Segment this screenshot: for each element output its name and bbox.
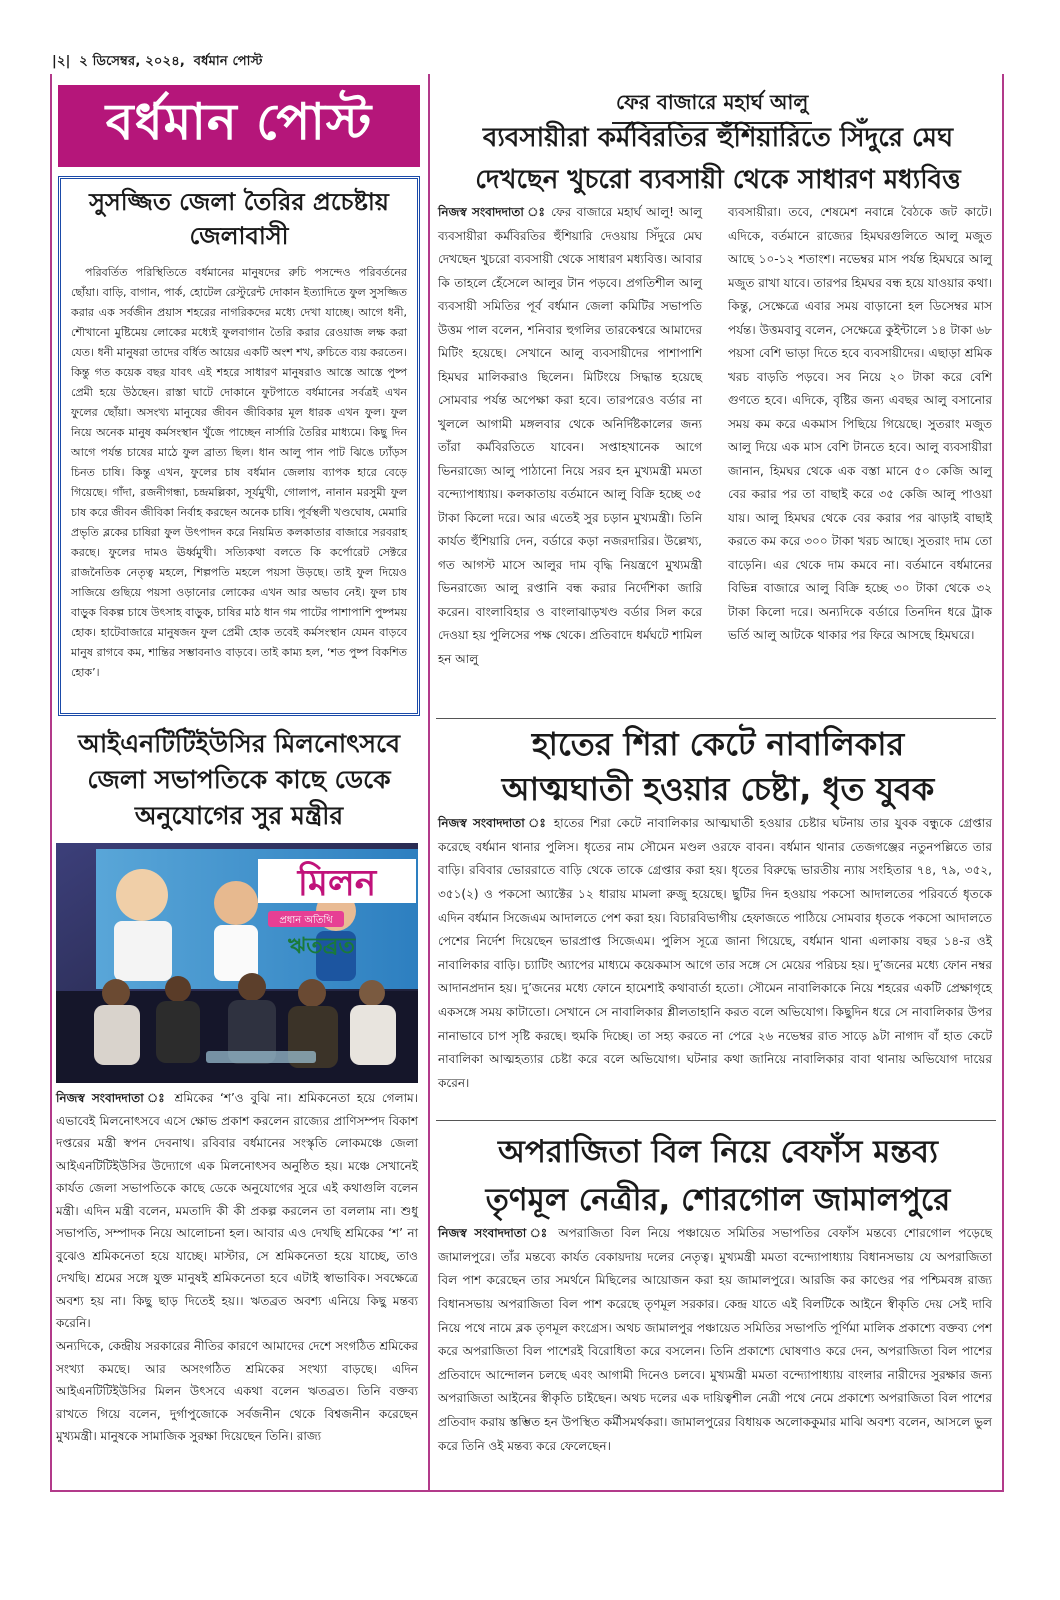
left-rule — [50, 74, 52, 1492]
minor-story-body — [438, 812, 992, 1096]
minor-headline-line: আত্মঘাতী হওয়ার চেষ্টা, ধৃত যুবক — [501, 770, 935, 809]
section-divider — [436, 1120, 996, 1121]
minor-headline-line: হাতের শিরা কেটে নাবালিকার — [531, 725, 905, 763]
potato-story-col2 — [728, 201, 992, 648]
dateline: নিজস্ব সংবাদদাতা ঃ — [438, 816, 548, 830]
masthead — [58, 85, 420, 167]
section-divider — [436, 718, 996, 719]
minor-story-headline — [436, 722, 1000, 813]
bill-headline-line: তৃণমূল নেত্রীর, শোরগোল জামালপুরে — [485, 1182, 951, 1219]
meet-headline-line: অনুযোগের সুর মন্ত্রীর — [134, 801, 344, 830]
meet-headline-line: জেলা সভাপতিকে কাছে ডেকে — [87, 765, 391, 794]
potato-story-headline — [436, 118, 1000, 201]
dateline: নিজস্ব সংবাদদাতা ঃ — [438, 1226, 551, 1240]
potato-col2-text: ব্যবসায়ীরা। তবে, শেষমেশ নবান্নে বৈঠকে জট কাটে। এদিকে, বর্তমানে রাজ্যের হিমঘরগুলিতে আলু মজুত আছে ১০-১২ শতাংশ। নভেম্বর মাস পর্যন্ত হিমঘরে আলু মজুত রাখা যাবে। তারপর হিমঘর বন্ধ হয়ে যাওয়ার কথা। কিন্তু, সেক্ষেত্রে এবার সময় বাড়ানো হল ডিসেম্বর মাস পর্যন্ত। উত্তমবাবু বলেন, সেক্ষেত্রে কুইন্টালে ১৪ টাকা ৬৮ পয়সা বেশি ভাড়া দিতে হবে ব্যবসায়ীদের। এছাড়া শ্রমিক খরচ বাড়তি পড়বে। সব নিয়ে ২০ টাকা করে বেশি গুণতে হবে। এদিকে, বৃষ্টির জন্য এবছর আলু বসানোর সময় কম করে একমাস পিছিয়ে গিয়েছে। সুতরাং মজুত আলু দিয়ে এক মাস বেশি টানতে হবে। আলু ব্যবসায়ীরা জানান, হিমঘর থেকে এক বস্তা মানে ৫০ কেজি আলু বের করার পর তা বাছাই করে ৩৫ কেজি আলু পাওয়া যায়। আলু হিমঘর থেকে বের করার পর ঝাড়াই বাছাই করতে কম করে ৩০০ টাকা খরচ আছে। সুতরাং দাম তো বাড়েনি। এর থেকে দাম কমবে না। বর্তমানে বর্ধমানের বিভিন্ন বাজারে আলু বিক্রি হচ্ছে ৩০ টাকা থেকে ৩২ টাকা কিলো দরে। অন্যদিকে বর্ডারে তিনদিন ধরে ট্রাক ভর্তি আলু আটকে থাকার পর ফিরে আসছে হিমঘরে। — [728, 205, 992, 643]
flower-story-headline: সুসজ্জিত জেলা তৈরির প্রচেষ্টায় জেলাবাসী — [89, 188, 389, 251]
column-rule — [428, 74, 430, 1492]
masthead-title: বর্ধমান পোস্ট — [105, 91, 373, 151]
dateline: নিজস্ব সংবাদদাতা ঃ — [438, 205, 547, 219]
meet-story-body — [56, 1087, 418, 1448]
potato-kicker: ফের বাজারে মহার্ঘ আলু — [612, 88, 812, 124]
flower-story-body: পরিবর্তিত পরিস্থিতিতে বর্ধমানের মানুষদের রুচি পসন্দেও পরিবর্তনের ছোঁয়া। বাড়ি, বাগান, পার্ক, হোটেল রেস্টুরেন্ট দোকান ইত্যাদিতে ফুল সুসজ্জিত করার এক সর্বজীন প্রয়াস শহরের নাগরিকদের মধ্যে দেখা যাচ্ছে। আগে ধনী, শৌখানো মুষ্টিমেয় লোকের মধ্যেই ফুলবাগান তৈরি করার রেওয়াজ লক্ষ করা যেত। ধনী মানুষরা তাদের বর্ধিত আয়ের একটি অংশ শখ, রুচিতে ব্যয় করতেন। কিন্তু গত কয়েক বছর যাবৎ এই শহরে সাধারণ মানুষরাও আস্তে আস্তে পুষ্প প্রেমী হয়ে উঠছেন। রাস্তা ঘাটে দোকানে ফুটপাতে বর্ধমানের সর্বত্রই এখন ফুলের ছোঁয়া। অসংখ্য মানুষের জীবন জীবিকার মূল ধারক এখন ফুল। ফুল নিয়ে অনেক মানুষ কর্মসংস্থান খুঁজে পাচ্ছেন নার্সারি তৈরির মাধ্যমে। কিছু দিন আগে পর্যন্ত চাষের মাঠে ফুল ব্রাত্য ছিল। ধান আলু পান পাট ঝিঙে ঢ্যাঁড়স চিনত চাষি। কিন্তু এখন, ফুলের চাষ বর্ধমান জেলায় ব্যাপক হারে বেড়ে গিয়েছে। গাঁদা, রজনীগন্ধা, চন্দ্রমল্লিকা, সূর্যমুখী, গোলাপ, নানান মরসুমী ফুল চাষ করে জীবন জীবিকা নির্বাহ করছেন অনেক চাষি। পূর্বস্থলী খণ্ডঘোষ, মেমারি প্রভৃতি ব্লকের চাষিরা ফুল উৎপাদন করে নিয়মিত কলকাতার বাজারে সরবরাহ করছে। ফুলের দামও ঊর্ধ্বমুখী। সত্যিকথা বলতে কি কর্পোরেট সেক্টরে রাজনৈতিক নেতৃত্ব মহলে, শিল্পপতি মহলে পয়সা উড়ছে। তাই ফুল দিয়েও সাজিয়ে গুছিয়ে পয়সা ওড়ানোর লোকের এখন আর অভাব নেই। ফুল চাষ বাড়ুক বিকল্প চাষে উৎসাহ বাড়ুক, চাষির মাঠ ধান গম পাটের পাশাপাশি পুষ্পময় হোক। হাটেবাজারে মানুষজন ফুল প্রেমী হোক তবেই কর্মসংস্থান যেমন বাড়বে মানুষ রাগবে কম, শান্তির সম্ভাবনাও বাড়বে। তাই কাম্য হল, ‘শত পুষ্প বিকশিত হোক’। — [71, 266, 407, 680]
folio-line — [52, 52, 267, 73]
banner-title-text: মিলন — [297, 863, 377, 904]
right-rule — [1002, 74, 1004, 1492]
potato-story-col1 — [438, 201, 702, 671]
bill-headline-line: অপরাজিতা বিল নিয়ে বেফাঁস মন্তব্য — [497, 1134, 939, 1170]
meet-story-para: অন্যদিকে, কেন্দ্রীয় সরকারের নীতির কারণে আমাদের দেশে সংগঠিত শ্রমিকের সংখ্যা কমছে। আর অসংগঠিত শ্রমিকের সংখ্যা বাড়ছে। এদিন আইএনটিটিইউসির মিলন উৎসবে একথা বলেন ঋতব্রত। তিনি বক্তব্য রাখতে গিয়ে বলেন, দুর্গাপুজোকে সর্বজনীন থেকে বিশ্বজনীন করেছেন মুখ্যমন্ত্রী। মানুষকে সামাজিক সুরক্ষা দিয়েছেন তিনি। রাজ্য — [56, 1339, 418, 1444]
meet-headline-line: আইএনটিটিইউসির মিলনোৎসবে — [78, 729, 400, 758]
bottom-rule — [50, 1490, 1004, 1492]
flower-story-box — [58, 176, 420, 716]
meet-photo-illustration — [56, 843, 418, 1083]
page-number: |২| — [52, 54, 71, 69]
minor-story-text: হাতের শিরা কেটে নাবালিকার আত্মঘাতী হওয়ার চেষ্টার ঘটনায় তার যুবক বন্ধুকে গ্রেপ্তার করেছে বর্ধমান থানার পুলিস। ধৃতের নাম সৌমেন মণ্ডল ওরফে বাবন। বর্ধমান থানার তেজগঞ্জের নতুনপল্লিতে তার বাড়ি। রবিবার ভোররাতে বাড়ি থেকে তাকে গ্রেপ্তার করা হয়। ধৃতের বিরুদ্ধে ভারতীয় ন্যায় সংহিতার ৭৪, ৭৯, ৩৫২, ৩৫১(২) ও পকসো অ্যাক্টের ১২ ধারায় মামলা রুজু হয়েছে। ছুটির দিন হওয়ায় পকসো আদালতের পরিবর্তে ধৃতকে এদিন বর্ধমান সিজেএম আদালতে পেশ করা হয়। বিচারবিভাগীয় হেফাজতে পাঠিয়ে সোমবার ধৃতকে পকসো আদালতে পেশের নির্দেশ দিয়েছেন ভারপ্রাপ্ত সিজেএম। পুলিস সূত্রে জানা গিয়েছে, বর্ধমান থানা এলাকায় বছর ১৪-র ওই নাবালিকার বাড়ি। চ্যাটিং অ্যাপের মাধ্যমে কয়েকমাস আগে তার সঙ্গে সে মেয়ের পরিচয় হয়। দু’জনের মধ্যে ফোন নম্বর আদানপ্রদান হয়। দু’জনের মধ্যে ফোনে হামেশাই কথাবার্তা হতো। সৌমেন নাবালিকাকে নিয়ে শহরের একটি প্রেক্ষাগৃহে একসঙ্গে সময় কাটাতো। সেখানে সে নাবালিকার শ্লীলতাহানি করত বলে অভিযোগ। কিছুদিন ধরে সে নাবালিকার উপর নানাভাবে চাপ সৃষ্টি করছে। হুমকি দিচ্ছে। তা সহ্য করতে না পেরে ২৬ নভেম্বর রাত সাড়ে ৯টা নাগাদ বাঁ হাত কেটে নাবালিকা আত্মহত্যার চেষ্টা করে বলে অভিযোগ। ঘটনার কথা জানিয়ে নাবালিকার বাবা থানায় অভিযোগ দায়ের করেন। — [438, 816, 992, 1090]
folio-date: ২ ডিসেম্বর, ২০২৪, — [79, 54, 185, 69]
bill-story-body — [438, 1222, 992, 1458]
potato-headline-line: ব্যবসায়ীরা কর্মবিরতির হুঁশিয়ারিতে সিঁদুরে মেঘ — [482, 123, 954, 153]
dateline: নিজস্ব সংবাদদাতা ঃ — [56, 1091, 168, 1105]
meet-story-para: শ্রমিকের ‘শ’ও বুঝি না। শ্রমিকনেতা হয়ে গেলাম। এভাবেই মিলনোৎসবে এসে ক্ষোভ প্রকাশ করলেন রাজ্যের প্রাণিসম্পদ বিকাশ দপ্তরের মন্ত্রী স্বপন দেবনাথ। রবিবার বর্ধমানের সংস্কৃতি লোকমঞ্চে জেলা আইএনটিটিইউসির উদ্যোগে এক মিলনোৎসব অনুষ্ঠিত হয়। মঞ্চে সেখানেই কার্যত জেলা সভাপতিকে কাছে ডেকে অনুযোগের সুরে এই কথাগুলি বলেন মন্ত্রী। এদিন মন্ত্রী বলেন, মমতাদি কী কী প্রকল্প করলেন তা বললাম না। শুধু সভাপতি, সম্পাদক নিয়ে আলোচনা হল। আবার এও দেখছি শ্রমিকের ‘শ’ না বুঝেও শ্রমিকনেতা হয়ে যাচ্ছে। মাস্টার, সে শ্রমিকনেতা হয়ে যাচ্ছে, তাও দেখছি। শ্রমের সঙ্গে যুক্ত মানুষই শ্রমিকনেতা হবে এটাই স্বাভাবিক। সবক্ষেত্রে অবশ্য হয় না। কিছু ছাড় দিতেই হয়।। ঋতব্রত অবশ্য এনিয়ে কিছু মন্তব্য করেনি। — [56, 1091, 418, 1331]
bill-story-text: অপরাজিতা বিল নিয়ে পঞ্চায়েত সমিতির সভাপতির বেফাঁস মন্তব্যে শোরগোল পড়েছে জামালপুরে। তাঁর মন্তব্যে কার্যত বেকায়দায় দলের নেতৃত্ব। মুখ্যমন্ত্রী মমতা বন্দ্যোপাধ্যায় বিধানসভায় যে অপরাজিতা বিল পাশ করেছেন তার সমর্থনে মিছিলের আয়োজন করা হয় জামালপুরে। আরজি কর কাণ্ডের পর পশ্চিমবঙ্গ রাজ্য বিধানসভায় অপরাজিতা বিল পাশ করেছে তৃণমূল সরকার। কেন্দ্র যাতে এই বিলটিকে আইনে স্বীকৃতি দেয় সেই দাবি নিয়ে পথে নামে ব্লক তৃণমূল কংগ্রেস। অথচ জামালপুর পঞ্চায়েত সমিতির সভাপতি পূর্ণিমা মালিক প্রকাশ্যে বক্তব্য পেশ করে অপরাজিতা বিল পাশেরই বিরোধিতা করে বসলেন। তিনি প্রকাশ্যে ঘোষণাও করে দেন, অপরাজিতা বিল পাশের প্রতিবাদে আন্দোলন চলছে এবং আগামী দিনেও চলবে। মুখ্যমন্ত্রী মমতা বন্দ্যোপাধ্যায় বাংলার নারীদের সুরক্ষার জন্য অপরাজিতা আইনের স্বীকৃতি চাইছেন। অথচ দলের এক দায়িত্বশীল নেত্রী পথে নেমে প্রকাশ্যে অপরাজিতা বিল পাশের প্রতিবাদ করায় স্তম্ভিত হন উপস্থিত কর্মীসমর্থকরা। জামালপুরের বিধায়ক অলোককুমার মাঝি অবশ্য বলেন, আসলে ভুল করে তিনি ওই মন্তব্য করে ফেলেছেন। — [438, 1226, 992, 1453]
bill-story-headline — [436, 1128, 1000, 1224]
banner-subtitle-text: প্রধান অতিথি — [279, 915, 333, 926]
potato-col1-text: ফের বাজারে মহার্ঘ আলু! আলু ব্যবসায়ীরা কর্মবিরতির হুঁশিয়ারি দেওয়ায় সিঁদুরে মেঘ দেখছেন খুচরো ব্যবসায়ী থেকে সাধারণ মধ্যবিত্ত। আবার কি তাহলে হেঁসেলে আলুর টান পড়বে। প্রগতিশীল আলু ব্যবসায়ী সমিতির পূর্ব বর্ধমান জেলা কমিটির সভাপতি উত্তম পাল বলেন, শনিবার হুগলির তারকেশ্বরে আমাদের মিটিং হয়েছে। সেখানে আলু ব্যবসায়ীদের পাশাপাশি হিমঘর মালিকরাও ছিলেন। মিটিংয়ে সিদ্ধান্ত হয়েছে সোমবার পর্যন্ত অপেক্ষা করা হবে। তারপরেও বর্ডার না খুললে আগামী মঙ্গলবার থেকে অনির্দিষ্টকালের জন্য তাঁরা কর্মবিরতিতে যাবেন। সপ্তাহখানেক আগে ভিনরাজ্যে আলু পাঠানো নিয়ে সরব হন মুখ্যমন্ত্রী মমতা বন্দ্যোপাধ্যায়। কলকাতায় বর্তমানে আলু বিক্রি হচ্ছে ৩৫ টাকা কিলো দরে। আর এতেই সুর চড়ান মুখ্যমন্ত্রী। তিনি কার্যত হুঁশিয়ারি দেন, বর্ডারে কড়া নজরদারির। উল্লেখ্য, গত আগস্ট মাসে আলুর দাম বৃদ্ধি নিয়ন্ত্রণে মুখ্যমন্ত্রী ভিনরাজ্যে আলু রপ্তানি বন্ধ করার নির্দেশিকা জারি করেন। বাংলাবিহার ও বাংলাঝাড়খণ্ড বর্ডার সিল করে দেওয়া হয় পুলিসের পক্ষ থেকে। প্রতিবাদে ধর্মঘটে শামিল হন আলু — [438, 205, 702, 666]
meet-event-photo — [56, 843, 418, 1083]
folio-paper-name: বর্ধমান পোস্ট — [193, 54, 263, 69]
meet-story-headline — [56, 726, 422, 834]
banner-name-text: ঋতব্রত — [288, 934, 355, 959]
potato-headline-line: দেখছেন খুচরো ব্যবসায়ী থেকে সাধারণ মধ্যবিত্ত — [475, 164, 961, 195]
